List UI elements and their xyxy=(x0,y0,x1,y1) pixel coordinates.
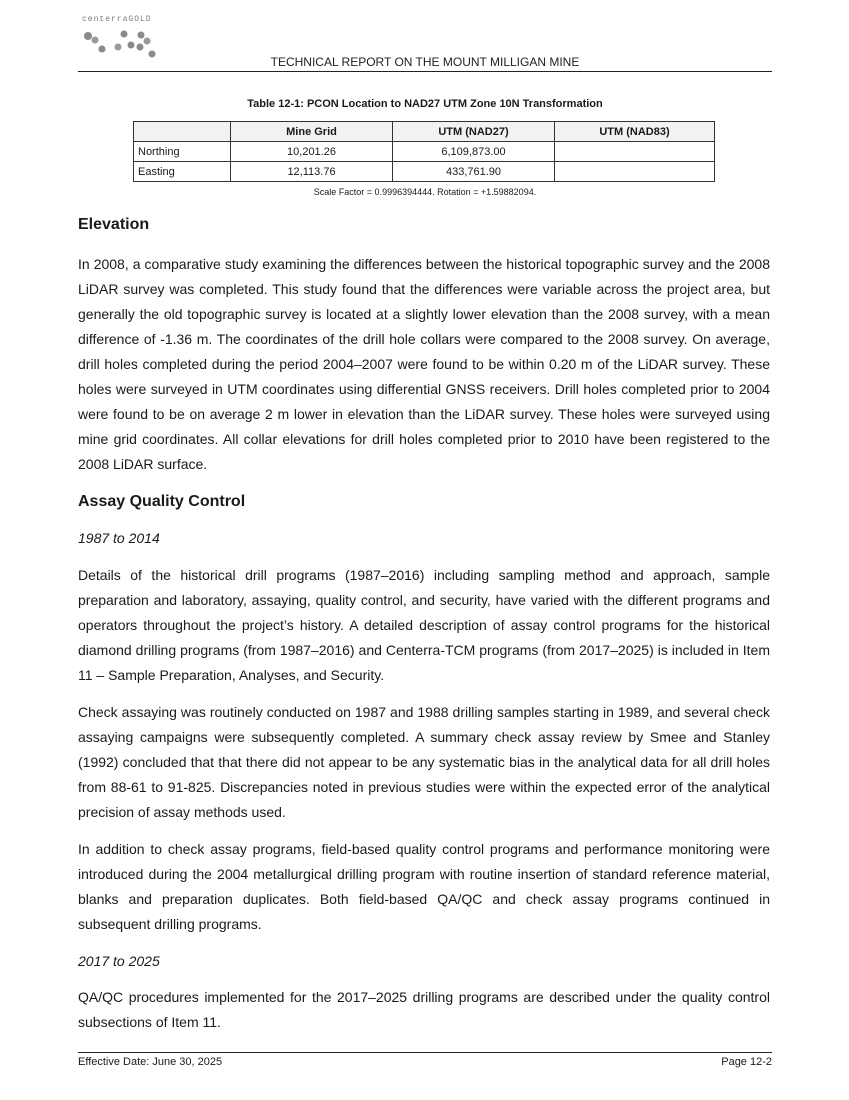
column-header xyxy=(134,122,231,142)
table-caption: Table 12-1: PCON Location to NAD27 UTM Zone 10N Transformation xyxy=(247,98,603,110)
table-cell: 10,201.26 xyxy=(231,142,393,162)
paragraph: Details of the historical drill programs (1987–2016) including sampling method and approach, sample preparation and laboratory, assaying, quality control, and security, have varied with the different programs and operators throughout the project’s history. A detailed description of assay control programs for the historical diamond drilling programs (from 1987–2016) and Centerra-TCM programs (from 2017–2025) is included in Item 11 – Sample Preparation, Analyses, and Security. xyxy=(78,567,770,683)
paragraph: In addition to check assay programs, field-based quality control programs and performance monitoring were introduced during the 2004 metallurgical drilling program with routine insertion of standard reference material, blanks and preparation duplicates. Both field-based QA/QC and check assay programs continued in subsequent drilling programs. xyxy=(78,841,770,932)
column-header: UTM (NAD27) xyxy=(393,122,555,142)
effective-date: Effective Date: June 30, 2025 xyxy=(78,1056,223,1068)
table-cell: 12,113.76 xyxy=(231,162,393,182)
table-cell xyxy=(555,142,715,162)
report-title: TECHNICAL REPORT ON THE MOUNT MILLIGAN MINE xyxy=(270,55,580,69)
paragraph: Check assaying was routinely conducted on 1987 and 1988 drilling samples starting in 1989, and several check assaying campaigns were subsequently completed. A summary check assay review by Smee and Stanley (1992) concluded that that there did not appear to be any systematic bias in the analytical data for all drill holes from 88-61 to 91-825. Discrepancies noted in previous studies were within the expected error of the analytical precision of assay methods used. xyxy=(78,704,770,820)
table-note: Scale Factor = 0.9996394444. Rotation = +1.59882094. xyxy=(313,187,537,197)
section-heading-assay: Assay Quality Control xyxy=(78,493,246,510)
table-cell xyxy=(555,162,715,182)
paragraph: In 2008, a comparative study examining the differences between the historical topographic survey and the 2008 LiDAR survey was completed. This study found that the differences were variable across the project area, but generally the old topographic survey is located at a slightly lower elevation than the 2008 survey, with a mean difference of -1.36 m. The coordinates of the drill hole collars were compared to the 2008 survey. On average, drill holes completed during the period 2004–2007 were found to be within 0.20 m of the LiDAR survey. These holes were surveyed in UTM coordinates using differential GNSS receivers. Drill holes completed prior to 2004 were found to be on average 2 m lower in elevation than the LiDAR survey. These holes were surveyed using mine grid coordinates. All collar elevations for drill holes completed prior to 2010 have been registered to the 2008 LiDAR surface. xyxy=(78,256,770,472)
table-row xyxy=(134,162,715,182)
table-cell: 6,109,873.00 xyxy=(393,142,555,162)
table-cell: 433,761.90 xyxy=(393,162,555,182)
company-logo-text: centerraGOLD xyxy=(82,15,152,24)
page-number: Page 12-2 xyxy=(721,1056,772,1068)
section-heading-elevation: Elevation xyxy=(78,216,150,233)
page-header xyxy=(78,12,772,72)
transformation-table xyxy=(133,121,715,182)
column-header: UTM (NAD83) xyxy=(555,122,715,142)
column-header: Mine Grid xyxy=(231,122,393,142)
subsection-heading: 2017 to 2025 xyxy=(78,953,160,969)
table-cell: Easting xyxy=(134,162,231,182)
table-cell: Northing xyxy=(134,142,231,162)
page-footer xyxy=(78,1052,772,1068)
table-header-row xyxy=(134,122,715,142)
subsection-heading: 1987 to 2014 xyxy=(78,530,160,546)
body-content xyxy=(78,212,770,1035)
table-row xyxy=(134,142,715,162)
paragraph: QA/QC procedures implemented for the 2017–2025 drilling programs are described under the quality control subsections of Item 11. xyxy=(78,989,770,1030)
